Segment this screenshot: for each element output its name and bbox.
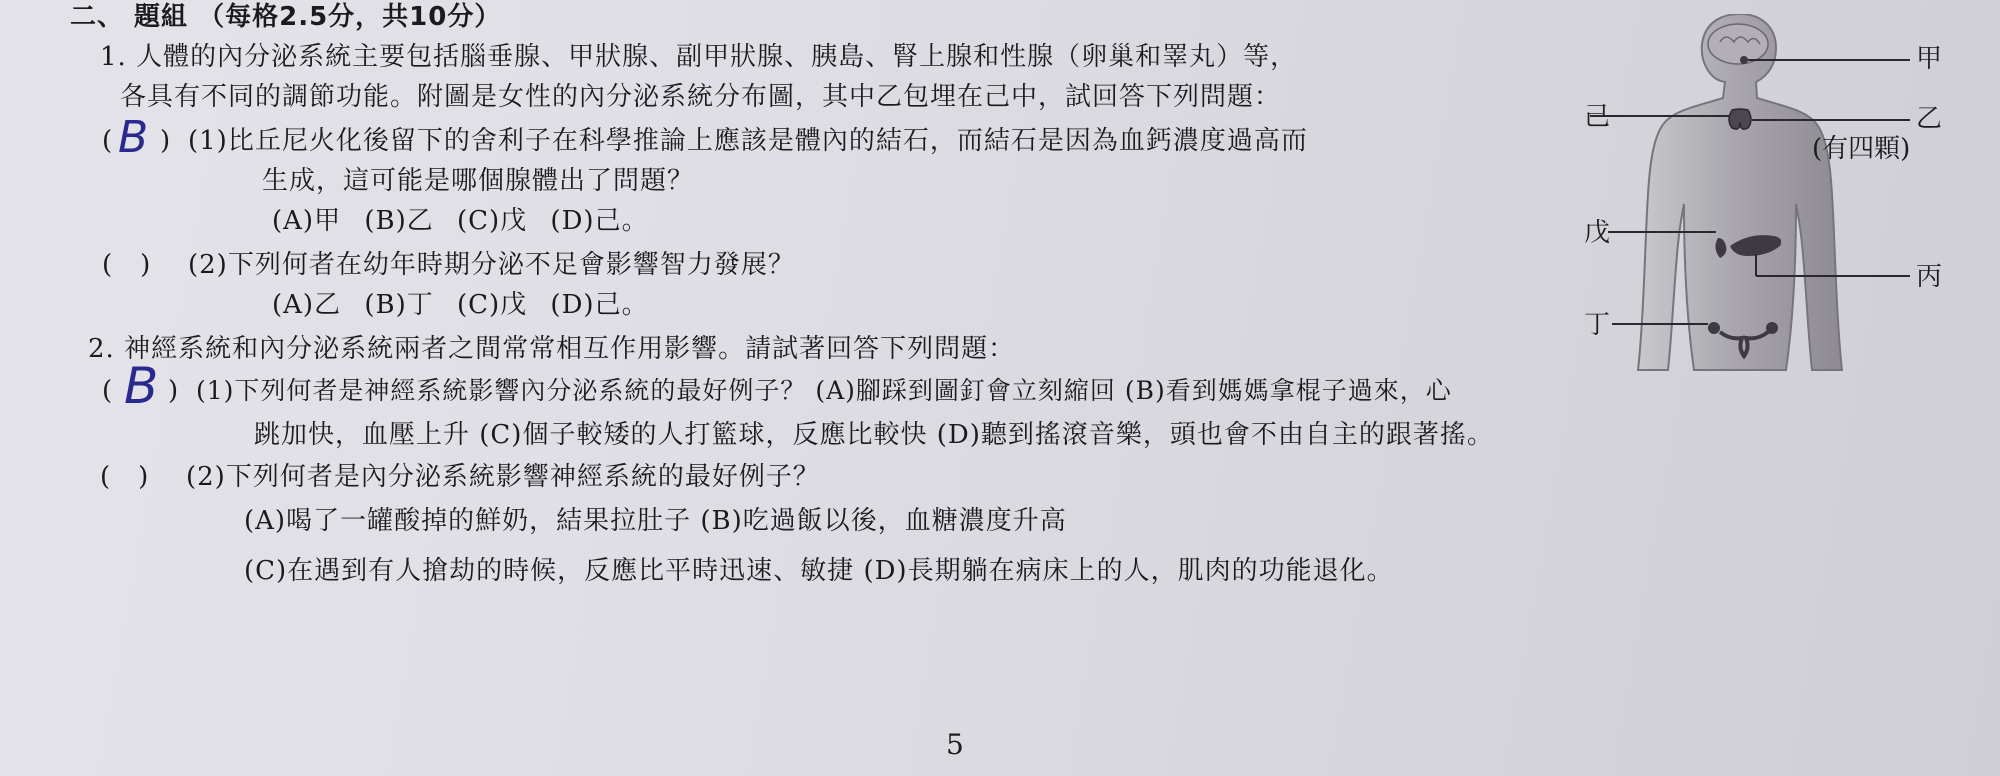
q1-sub1-options: (A)甲 (B)乙 (C)戊 (D)己。 [272, 206, 649, 236]
page-number: 5 [946, 728, 964, 761]
q2-sub2-options-line1: (A)喝了一罐酸掉的鮮奶，結果拉肚子 (B)吃過飯以後，血糖濃度升高 [244, 506, 1067, 536]
label-yi: 乙 [1916, 104, 1943, 134]
q2-sub1-paren-close: ) [168, 376, 180, 406]
q2-sub2-answer-blank: ( ) [100, 462, 150, 492]
q1-sub1-paren-open: ( [102, 126, 114, 156]
label-bing: 丙 [1916, 262, 1943, 292]
q1-sub2-text: (2)下列何者在幼年時期分泌不足會影響智力發展？ [188, 250, 795, 280]
thyroid-gland-icon [1729, 109, 1751, 129]
label-ji: 己 [1584, 102, 1611, 132]
pituitary-gland-icon [1740, 56, 1748, 64]
brain-icon [1708, 24, 1768, 64]
q1-sub1-text-line1: (1)比丘尼火化後留下的舍利子在科學推論上應該是體內的結石，而結石是因為血鈣濃度過高而 [188, 126, 1308, 156]
q1-sub2-options: (A)乙 (B)丁 (C)戊 (D)己。 [272, 290, 649, 320]
label-ding: 丁 [1584, 310, 1611, 340]
q1-stem-line1: 1. 人體的內分泌系統主要包括腦垂腺、甲狀腺、副甲狀腺、胰島、腎上腺和性腺（卵巢和睪丸）等， [100, 42, 1298, 72]
q2-sub1-text-line2: 跳加快，血壓上升 (C)個子較矮的人打籃球，反應比較快 (D)聽到搖滾音樂，頭也會不由自主的跟著搖。 [254, 420, 1494, 450]
label-yi-note: (有四顆) [1812, 134, 1911, 164]
q1-sub1-paren-close: ) [160, 126, 172, 156]
q1-stem-line2: 各具有不同的調節功能。附圖是女性的內分泌系統分布圖，其中乙包埋在己中，試回答下列問題： [120, 82, 1282, 112]
q2-sub2-text: (2)下列何者是內分泌系統影響神經系統的最好例子？ [186, 462, 820, 492]
female-body-silhouette [1638, 14, 1842, 370]
q1-sub2-answer-blank: ( ) [102, 250, 152, 280]
q2-sub1-handwritten-answer: B [124, 357, 159, 415]
q2-sub2-options-line2: (C)在遇到有人搶劫的時候，反應比平時迅速、敏捷 (D)長期躺在病床上的人，肌肉的功能退化。 [244, 556, 1394, 586]
section-title: 二、 題組 （每格2.5分，共10分） [70, 2, 502, 32]
label-wu: 戊 [1584, 218, 1611, 248]
q1-sub1-text-line2: 生成，這可能是哪個腺體出了問題？ [262, 166, 695, 196]
q1-sub1-handwritten-answer: B [118, 112, 149, 163]
q2-sub1-paren-open: ( [102, 376, 114, 406]
label-jia: 甲 [1916, 44, 1943, 74]
q2-sub1-text-line1: (1)下列何者是神經系統影響內分泌系統的最好例子？ (A)腳踩到圖釘會立刻縮回 (B)看到媽媽拿棍子過來，心 [196, 376, 1452, 405]
q2-stem: 2. 神經系統和內分泌系統兩者之間常常相互作用影響。請試著回答下列問題： [88, 334, 1016, 364]
